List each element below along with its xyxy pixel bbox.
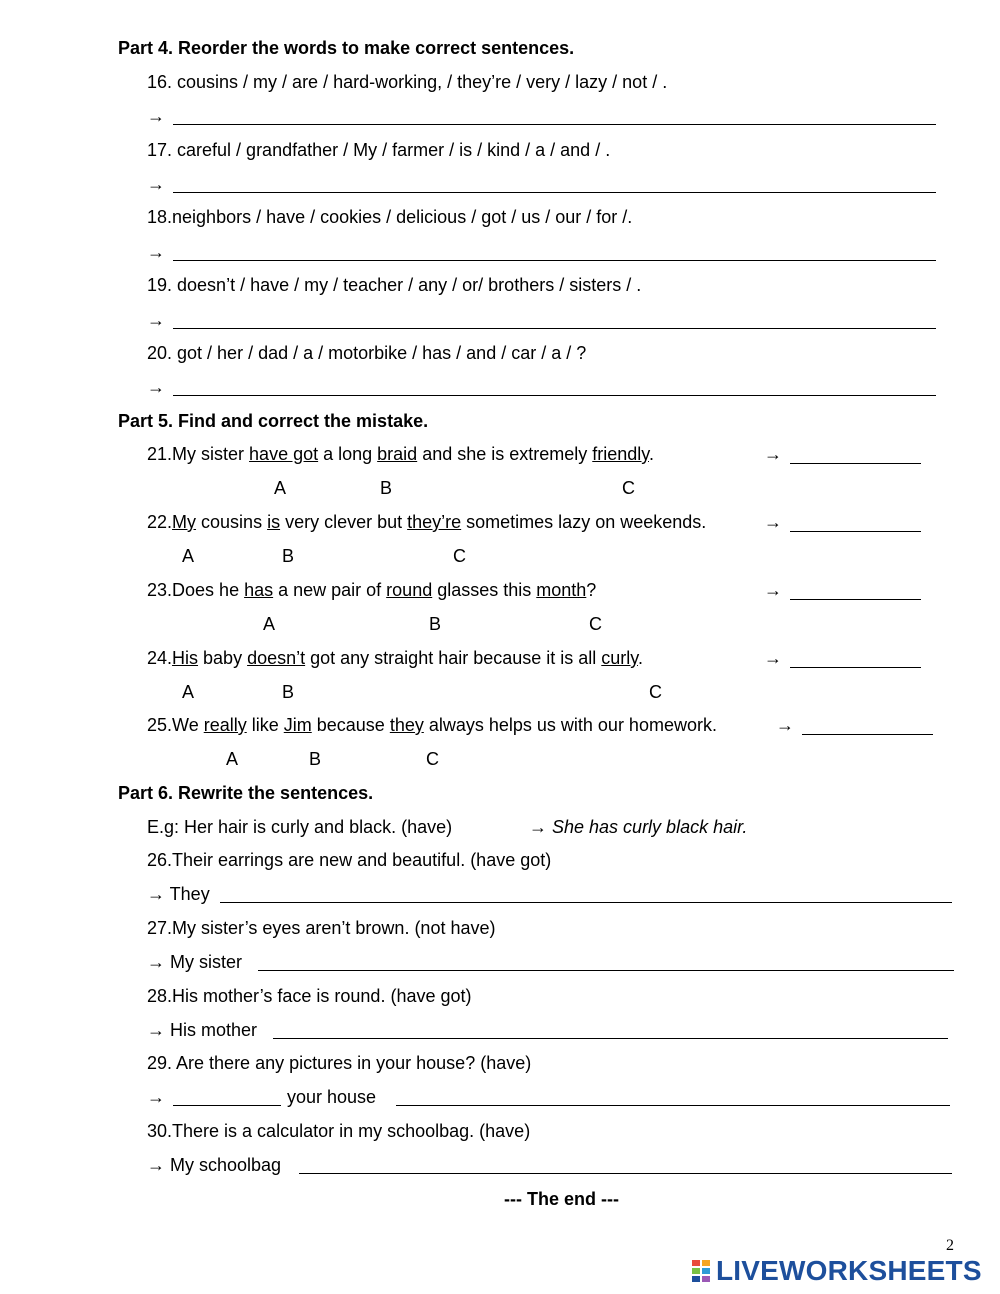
answer-23-line[interactable]: [790, 599, 921, 600]
question-22: 22.My cousins is very clever but they’re sometimes lazy on weekends.: [147, 512, 707, 532]
question-20: 20. got / her / dad / a / motorbike / has / and / car / a / ?: [147, 343, 587, 363]
answer-22-line[interactable]: [790, 531, 921, 532]
page-number: 2: [946, 1237, 954, 1254]
letter-a: A: [182, 682, 195, 702]
letter-b: B: [429, 614, 442, 634]
option-b-text: Jim: [283, 715, 312, 735]
option-c-text: they: [389, 715, 424, 735]
option-a-text: My: [172, 512, 197, 532]
liveworksheets-icon: [692, 1258, 712, 1284]
answer-28-line[interactable]: [273, 1038, 948, 1039]
question-16: 16. cousins / my / are / hard-working, / they’re / very / lazy / not / .: [147, 72, 668, 92]
option-c-text: friendly: [592, 444, 649, 464]
letter-c: C: [426, 749, 439, 769]
letter-b: B: [282, 682, 295, 702]
arrow: →: [764, 648, 782, 668]
question-28: 28.His mother’s face is round. (have got): [147, 986, 472, 1006]
answer-25-line[interactable]: [802, 734, 933, 735]
letter-c: C: [649, 682, 662, 702]
question-18: 18.neighbors / have / cookies / delicious / got / us / our / for /.: [147, 207, 633, 227]
arrow: →: [147, 174, 165, 194]
letter-a: A: [226, 749, 239, 769]
arrow: →: [764, 512, 782, 532]
arrow: →: [147, 377, 165, 397]
answer-24-line[interactable]: [790, 667, 921, 668]
answer-21-line[interactable]: [790, 463, 921, 464]
letter-b: B: [282, 546, 295, 566]
arrow: →: [776, 715, 794, 735]
answer-30-prefix: → My schoolbag: [147, 1155, 282, 1175]
option-b-text: is: [267, 512, 281, 532]
option-c-text: month: [536, 580, 587, 600]
answer-17-line[interactable]: [173, 192, 936, 193]
question-24: 24.His baby doesn’t got any straight hair because it is all curly.: [147, 648, 643, 668]
answer-16-line[interactable]: [173, 124, 936, 125]
logo-text: LIVEWORKSHEETS: [716, 1255, 982, 1286]
letter-b: B: [380, 478, 393, 498]
answer-26-prefix: → They: [147, 884, 210, 904]
arrow: →: [764, 580, 782, 600]
answer-27-line[interactable]: [258, 970, 954, 971]
question-26: 26.Their earrings are new and beautiful. (have got): [147, 850, 552, 870]
option-a-text: really: [203, 715, 247, 735]
answer-27-prefix: → My sister: [147, 952, 243, 972]
option-b-text: doesn’t: [247, 648, 306, 668]
question-19: 19. doesn’t / have / my / teacher / any / or/ brothers / sisters / .: [147, 275, 642, 295]
letter-c: C: [622, 478, 635, 498]
example-answer: → She has curly black hair.: [529, 817, 748, 837]
answer-29-line[interactable]: [396, 1105, 950, 1106]
option-a-text: His: [172, 648, 199, 668]
answer-19-line[interactable]: [173, 328, 936, 329]
answer-18-line[interactable]: [173, 260, 936, 261]
question-27: 27.My sister’s eyes aren’t brown. (not have): [147, 918, 496, 938]
arrow: →: [147, 1087, 165, 1107]
arrow: →: [147, 310, 165, 330]
letter-c: C: [453, 546, 466, 566]
arrow: →: [147, 106, 165, 126]
answer-20-line[interactable]: [173, 395, 936, 396]
part4-heading: Part 4. Reorder the words to make correct sentences.: [118, 38, 575, 58]
option-a-text: has: [244, 580, 274, 600]
question-25: 25.We really like Jim because they always helps us with our homework.: [147, 715, 717, 735]
question-23: 23.Does he has a new pair of round glasses this month?: [147, 580, 597, 600]
letter-b: B: [309, 749, 322, 769]
option-c-text: curly: [601, 648, 638, 668]
question-30: 30.There is a calculator in my schoolbag. (have): [147, 1121, 531, 1141]
letter-c: C: [589, 614, 602, 634]
arrow: →: [147, 242, 165, 262]
answer-26-line[interactable]: [220, 902, 952, 903]
question-29: 29. Are there any pictures in your house? (have): [147, 1053, 532, 1073]
part6-heading: Part 6. Rewrite the sentences.: [118, 783, 374, 803]
letter-a: A: [263, 614, 276, 634]
option-b-text: round: [386, 580, 433, 600]
arrow: →: [764, 444, 782, 464]
letter-a: A: [182, 546, 195, 566]
question-17: 17. careful / grandfather / My / farmer / is / kind / a / and / .: [147, 140, 611, 160]
answer-29-short-line[interactable]: [173, 1105, 281, 1106]
option-b-text: braid: [377, 444, 418, 464]
liveworksheets-logo[interactable]: [692, 1256, 982, 1286]
answer-28-prefix: → His mother: [147, 1020, 258, 1040]
question-21: 21.My sister have got a long braid and she is extremely friendly.: [147, 444, 654, 464]
option-a-text: have got: [249, 444, 319, 464]
answer-30-line[interactable]: [299, 1173, 952, 1174]
answer-29-middle: your house: [287, 1087, 377, 1107]
example-question: E.g: Her hair is curly and black. (have): [147, 817, 453, 837]
the-end: --- The end ---: [504, 1189, 619, 1209]
part5-heading: Part 5. Find and correct the mistake.: [118, 411, 429, 431]
option-c-text: they’re: [407, 512, 462, 532]
letter-a: A: [274, 478, 287, 498]
